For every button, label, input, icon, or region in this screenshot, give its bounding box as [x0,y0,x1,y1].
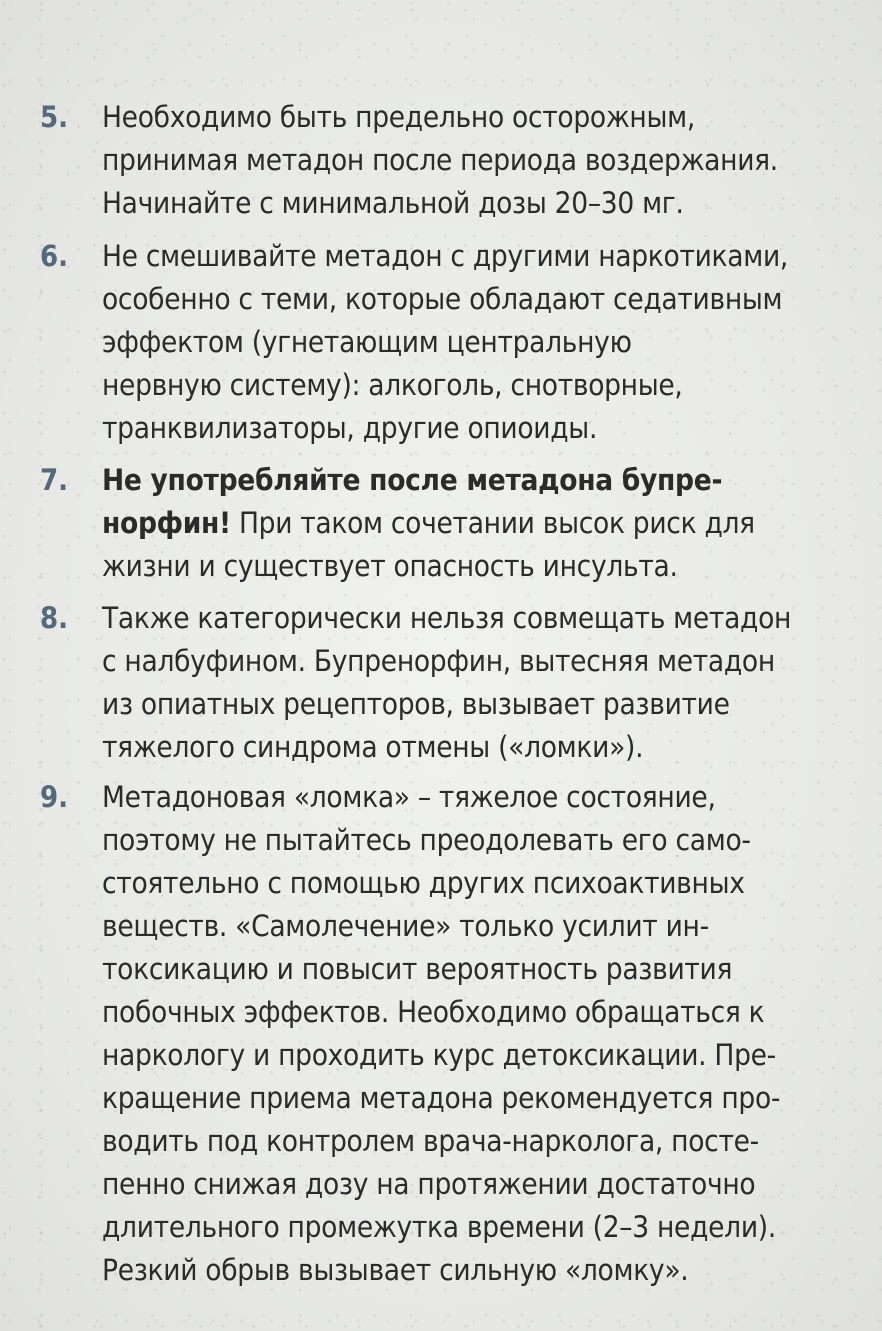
item-number: 7. [40,463,69,497]
warning-emphasis: норфин! [102,506,231,540]
text-line: эффектом (угнетающим центральную [102,325,632,359]
warning-line: Не употребляйте после метадона бупре- [102,463,723,497]
item-text [102,459,862,588]
item-text [102,597,862,769]
text-line: наркологу и проходить курс детоксикации. Пре- [102,1038,776,1072]
text-line: Не смешивайте метадон с другими наркотиками, [102,239,789,273]
text-line: поэтому не пытайтесь преодолевать его само- [102,823,751,857]
text-line: принимая метадон после периода воздержания. [102,143,778,177]
text-line: побочных эффектов. Необходимо обращаться к [102,995,765,1029]
text-line: особенно с теми, которые обладают седативным [102,282,783,316]
text-line: веществ. «Самолечение» только усилит ин- [102,909,709,943]
text-line: пенно снижая дозу на протяжении достаточно [102,1167,756,1201]
text-line: тяжелого синдрома отмены («ломки»). [102,730,644,764]
text-line [102,502,862,545]
text-line: с налбуфином. Бупренорфин, вытесняя метадон [102,644,775,678]
item-text [102,776,862,1292]
text-line: Резкий обрыв вызывает сильную «ломку». [102,1253,689,1287]
text-line: транквилизаторы, другие опиоиды. [102,411,598,445]
item-text [102,235,862,450]
text-line: из опиатных рецепторов, вызывает развитие [102,687,730,721]
text-line: стоятельно с помощью других психоактивных [102,866,745,900]
text-line: Также категорически нельзя совмещать метадон [102,601,792,635]
text-line: водить под контролем врача-нарколога, посте- [102,1124,759,1158]
item-text [102,96,862,225]
text-line: длительного промежутка времени (2–3 недели). [102,1210,776,1244]
text-line: нервную систему): алкоголь, снотворные, [102,368,683,402]
item-number: 6. [40,239,69,273]
text-line: кращение приема метадона рекомендуется про- [102,1081,781,1115]
text-line: Метадоновая «ломка» – тяжелое состояние, [102,780,716,814]
item-number: 5. [40,100,69,134]
item-number: 8. [40,601,69,635]
item-number: 9. [40,780,69,814]
text-fragment: При таком сочетании высок риск для [230,506,755,540]
text-line: жизни и существует опасность инсульта. [102,549,678,583]
text-line: Необходимо быть предельно осторожным, [102,100,695,134]
text-line: токсикацию и повысит вероятность развития [102,952,733,986]
text-line: Начинайте с минимальной дозы 20–30 мг. [102,186,684,220]
